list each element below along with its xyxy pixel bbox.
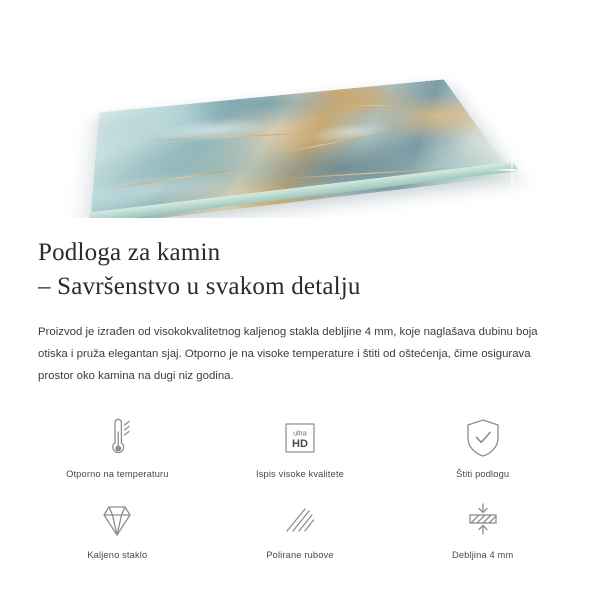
feature-item-tempered-glass (26, 495, 209, 560)
feature-label: Ispis visoke kvalitete (255, 468, 345, 479)
feature-item-polished-edges (209, 495, 392, 560)
diamond-icon (26, 495, 209, 541)
svg-text:ultra: ultra (293, 430, 307, 438)
feature-label: Polirane rubove (266, 549, 334, 560)
feature-grid (0, 414, 600, 560)
feature-label: Kaljeno staklo (87, 549, 148, 560)
hero-image (0, 0, 600, 218)
page-title (38, 236, 562, 303)
sparkle-icon (526, 182, 554, 210)
headline-line-1: Podloga za kamin (38, 239, 221, 266)
feature-label: Štiti podlogu (456, 468, 510, 479)
feature-item-thickness (391, 495, 574, 560)
feature-item-temperature (26, 414, 209, 479)
feature-item-protects-surface (391, 414, 574, 479)
headline-line-2: – Savršenstvo u svakom detalju (38, 272, 361, 300)
text-block (0, 218, 600, 388)
feature-label: Debljina 4 mm (451, 549, 514, 560)
ultra-hd-icon (209, 414, 392, 460)
shield-check-icon (391, 414, 574, 460)
polished-edges-icon (209, 495, 392, 541)
feature-label: Otporno na temperaturu (66, 468, 169, 479)
svg-text:HD: HD (292, 437, 308, 450)
feature-item-print-quality (209, 414, 392, 479)
thermometer-icon (26, 414, 209, 460)
description-paragraph: Proizvod je izrađen od visokokvalitetnog kaljenog stakla debljine 4 mm, koje naglašava dubinu boja otiska i pruža elegantan sjaj. Otporno je na visoke temperature i štiti od oštećenja, čime osigurava prostor oko kamina na dugi niz godina. (38, 326, 538, 383)
thickness-arrows-icon (391, 495, 574, 541)
